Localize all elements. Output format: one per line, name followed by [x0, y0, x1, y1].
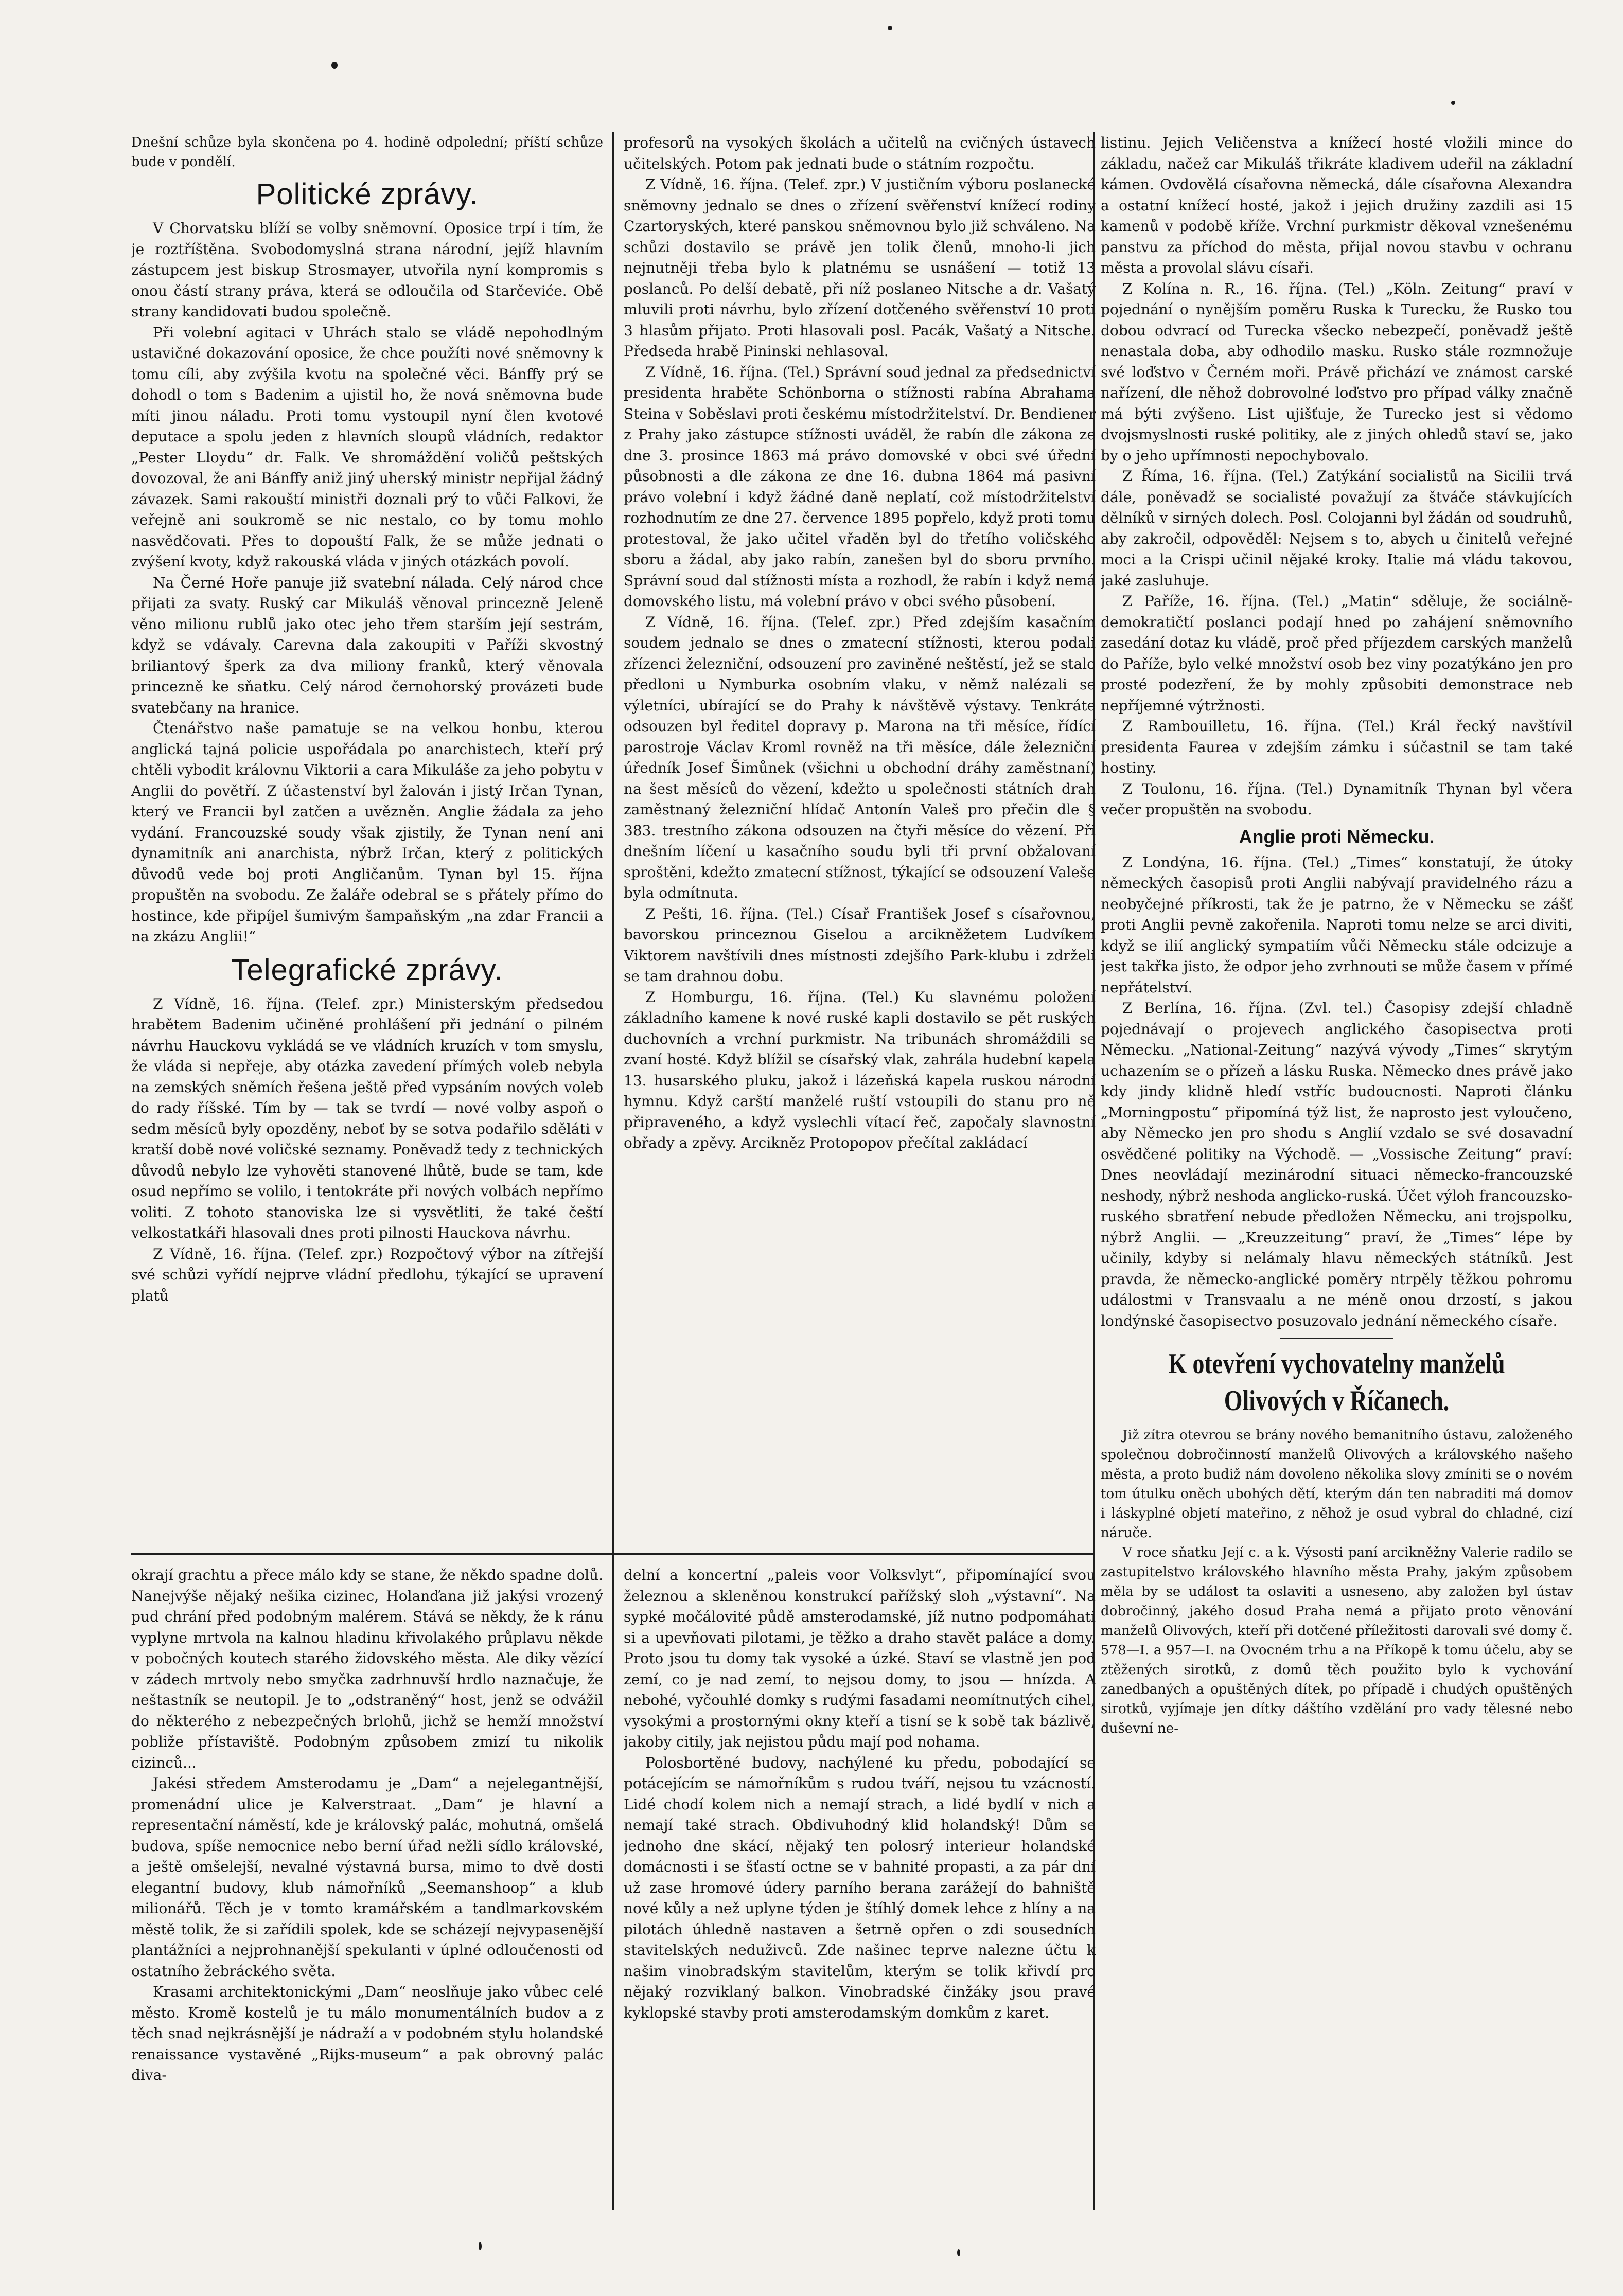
- article-paragraph: Z Vídně, 16. října. (Telef. zpr.) Rozpočtový výbor na zítřejší své schůzi vyřídí nejprve vládní předlohu, týkající se upravení platů: [131, 1245, 603, 1304]
- article-paragraph: V Chorvatsku blíží se volby sněmovní. Oposice trpí i tím, že je roztříštěna. Svobodomyslná strana národní, jejíž hlavním zástupcem jest biskup Strosmayer, utvořila nyní kompromis s onou částí strany práva, která se odloučila od Starčeviće. Obě strany kandidovati budou společně.: [131, 220, 603, 320]
- section-divider: [1280, 1338, 1393, 1339]
- feuilleton-paragraph: Krasami architektonickými „Dam“ neoslňuje jako vůbec celé město. Kromě kostelů je tu málo monumentálních budov a z těch snad nejkrásnější je nádraží a v podobném stylu holandské renaissance vystavěné „Rijks-museum“ a pak obrovný palác diva-: [131, 1983, 603, 2084]
- article-paragraph: Z Londýna, 16. října. (Tel.) „Times“ konstatují, že útoky německých časopisů proti Anglii nabývají pravidelného rázu a neobyčejné příkrosti, tak že je patrno, že v Německu se zášť proti Anglii pevně zakořenila. Naproti tomu nelze se arci diviti, když se ilií anglický sympatiím vůči Německu stále odcizuje a jest takřka jisto, že odpor jeho zvrhnouti se může časem v přímé nepřátelství.: [1101, 853, 1573, 996]
- ink-speck: [479, 2242, 482, 2250]
- column-1-news: [131, 133, 603, 1546]
- article-paragraph: Z Vídně, 16. října. (Telef. zpr.) Ministerským předsedou hrabětem Badenim učiněné prohlášení při jednání o pilném návrhu Hauckovu vykládá se ve vládních kruzích v tom smyslu, že vláda si nepřeje, aby otázka zavedení přímých voleb nebyla na zemských sněmích řešena ještě před vypsáním nových voleb do rady říšské. Tím by — tak se tvrdí — nové volby aspoň o sedm měsíců byly opozděny, neboť by se sotva podařilo sděláti v kratší době nové voličské seznamy. Poněvadž tedy z technických důvodů nebylo lze vyhověti stanovené lhůtě, bude se tam, kde osud nepřímo se volilo, i tentokráte při nových volbách nepřímo voliti. Z tohoto stanoviska lze si vysvětliti, že také čeští velkostatkáři hlasovali dnes proti pilnosti Hauckova návrhu.: [131, 995, 603, 1241]
- article-paragraph: Již zítra otevrou se brány nového bemanitního ústavu, založeného společnou dobročinností manželů Olivových a královského našeho města, a proto budiž nám dovoleno několika slovy zmíniti se o novém tom útulku oněch ubohých dětí, kterým dán ten nabraditi má domov i láskyplné objetí mateřino, z něhož je osud vybral do chladné, cizí náruče.: [1101, 1428, 1573, 1541]
- article-paragraph: Z Toulonu, 16. října. (Tel.) Dynamitník Thynan byl včera večer propuštěn na svobodu.: [1101, 780, 1573, 818]
- column-3-news: [1101, 133, 1573, 2203]
- feuilleton-paragraph: delní a koncertní „paleis voor Volksvlyt“, připomínající svou železnou a skleněnou konstrukcí pařížský sloh „výstavní“. Na sypké močálovité půdě amsterodamské, jíž nutno podpomáhati si a upevňovati pilotami, je těžko a draho stavět paláce a domy. Proto jsou tu domy tak vysoké a úzké. Staví se vlastně jen pod zemí, co je nad zemí, to nejsou domy, to jsou — hnízda. A nebohé, vyčouhlé domky s rudými fasadami neomítnutých cihel, vysokými a prostornými okny kteří a tisní se k sobě tak bázlivě, jakoby citily, jak nejistou půdu mají pod nohama.: [624, 1567, 1096, 1750]
- article-paragraph: Z Berlína, 16. října. (Zvl. tel.) Časopisy zdejší chladně pojednávají o projevech anglického časopisectva proti Německu. „National-Zeitung“ nazývá vývody „Times“ skrytým uchazením se o přízeň a lásku Ruska. Německo dnes právě jako kdy jindy klidně hledí vstříc budoucnosti. Naproti článku „Morningpostu“ připomíná týž list, že naprosto jest vyloučeno, aby Německo jen pro shodu s Anglií vzdalo se své dosavadní osvědčené politiky na Východě. — „Vossische Zeitung“ praví: Dnes neovládají mezinárodní situaci německo-francouzské neshody, nýbrž neshoda anglicko-ruská. Účet výloh francouzsko-ruského sbratření nebude předložen Německu, ani trojspolku, nýbrž Anglii. — „Kreuzzeitung“ praví, že „Times“ lépe by učinily, kdyby si nelámaly hlavu německých státníků. Jest pravda, že německo-anglické poměry ntrpěly těžkou pohromu událostmi v Transvaalu a ne méně onou drzostí, s jakou londýnské časopisectvo posuzovalo jednání německého císaře.: [1101, 1000, 1573, 1329]
- column-rule-left: [612, 132, 614, 2210]
- feuilleton-paragraph: Polosbortěné budovy, nachýlené ku předu, pobodající se potácejícím se námořníkům s rudou tváří, nejsou tu vzácností. Lidé chodí kolem nich a nemají strach, a lidé bydlí v nich a nemají také strach. Obdivuhodný klid holandský! Dům se jednoho dne skácí, nějaký ten polosrý interieur holandské domácnosti i se šťastí octne se v bahnité propasti, a za pár dní už zase hromové údery parního berana zarážejí do bahniště nové kůly a než uplyne týden je štíhlý domek lehce z hlíny a na pilotách úhledně nastaven a šetrně opřen o zdi sousedních stavitelských neduživců. Zde našinec teprve nalezne účtu k našim vinobradským stavitelům, kterým se tolik křivdí pro nějaký rozviklaný balkon. Vinobradské činžáky jsou pravé kyklopské stavby proti amsterodamským domkům z karet.: [624, 1754, 1096, 2021]
- article-paragraph: Z Rambouilletu, 16. října. (Tel.) Král řecký navštívil presidenta Faurea v zdejším zámku i súčastnil se tam také hostiny.: [1101, 718, 1573, 776]
- ink-speck: [1451, 101, 1455, 105]
- feuilleton-paragraph: okrají grachtu a přece málo kdy se stane, že někdo spadne dolů. Nanejvýše nějaký nešika cizinec, Holanďana již jakýsi vrozený pud chrání před podobným malérem. Stává se někdy, že k ránu vyplyne mrtvola na kalnou hladinu křivolakého průplavu někde v pobočných koutech starého židovského města. Ale diky vězící v zádech mrtvoly nebo smyčka zadrhnuvší hrdlo naznačuje, že neštastník se neutopil. Je to „odstraněný“ host, jenž se odvážil do některého z nebezpečných brlohů, jichž se hemží množství pobliže přístaviště. Podobným způsobem zmizí tu nikolik cizinců...: [131, 1567, 603, 1771]
- ink-speck: [957, 2249, 960, 2256]
- session-note: Dnešní schůze byla skončena po 4. hodině odpolední; příští schůze bude v pondělí.: [131, 135, 603, 170]
- article-paragraph: Z Vídně, 16. října. (Telef. zpr.) V justičním výboru poslanecké sněmovny jednalo se dnes o zřízení svěřenství knížecí rodiny Czartoryských, které panskou sněmovnou bylo již schváleno. Na schůzi dostavilo se právě jen tolik členů, mnoho-li jich nejnutněji třeba bylo k platnému se usnášení — totiž 13 poslanců. Po delší debatě, při níž poslaneo Nitsche a dr. Vašatý mluvili proti návrhu, bylo zřízení dotčeného svěřenství 10 proti 3 hlasům přijato. Proti hlasovali posl. Pacák, Vašatý a Nitsche. Předseda hrabě Pininski nehlasoval.: [624, 176, 1096, 360]
- heading-telegraficke-zpravy: Telegrafické zprávy.: [231, 953, 503, 987]
- article-paragraph: Z Vídně, 16. října. (Telef. zpr.) Před zdejším kasačním soudem jednalo se dnes o zmatecní stížnosti, kterou podali zřízenci železniční, odsouzení pro zaviněné neštěstí, jež se stalo předloni u Nymburka osobním vlaku, v němž nalézali se výletníci, ubírající se do Prahy k návštěvě výstavy. Tenkráte odsouzen byl ředitel dopravy p. Marona na tři měsíce, řídící parostroje Václav Kroml rovněž na tři měsíce, dále železniční úředník Josef Šimůnek (všichni u obchodní dráhy zaměstnaní) na šest měsíců do vězení, kdežto u společnosti státních drah zaměstnaný železniční hlídač Antonín Valeš pro přečin dle § 383. trestního zákona odsouzen na čtyři měsíce do vězení. Při dnešním líčení u kasačního soudu byli tři první obžalovaní sproštěni, kdežto zmatecní stížnost, týkající se odsouzení Valeše byla odmítnuta.: [624, 613, 1096, 901]
- ink-speck: [331, 62, 338, 69]
- article-paragraph: Při volební agitaci v Uhrách stalo se vládě nepohodlným ustavičné dokazování oposice, že chce použíti nové sněmovny k tomu cíli, aby zvýšila kvotu na společné věci. Bánffy prý se dohodl o tom s Badenim a ujistil ho, že nová sněmovna bude míti jinou náladu. Proti tomu vystoupil nyní člen kvotové deputace a spolu jeden z hlavních sloupů vládních, redaktor „Pester Lloydu“ dr. Falk. Ve shromáždění voličů peštských dovozoval, že ani Bánffy aniž jiný uherský ministr nepřijal žádný závazek. Sami rakouští ministři doznali prý to vůči Falkovi, že veřejně ani soukromě se nic nestalo, co by tomu mohlo nasvědčovati. Přes to dopouští Falk, že se může jednati o zvýšení kvoty, když rakouská vláda v jiných otázkách povolí.: [131, 324, 603, 570]
- article-paragraph: Z Pešti, 16. října. (Tel.) Císař František Josef s císařovnou, bavorskou princeznou Giselou a arcikněžetem Ludvíkem Viktorem navštívili dnes místnosti zdejšího Park-klubu i zdrželi se tam drahnou dobu.: [624, 905, 1096, 985]
- feuilleton-rule: [131, 1553, 1095, 1555]
- article-paragraph: listinu. Jejich Veličenstva a knížecí hosté vložili mince do základu, načež car Mikuláš třikráte kladivem udeřil na základní kámen. Ovdovělá císařovna německá, dále císařovna Alexandra a ostatní knížecí hosté, jakož i jejich družiny zazdili asi 15 kamenů v podobě kříže. Vrchní purkmistr děkoval vznešenému panstvu za příchod do města, přijal novou stavbu v ochranu města a provolal slávu císaři.: [1101, 134, 1573, 276]
- heading-anglie-proti-nemecku: Anglie proti Německu.: [1239, 826, 1435, 847]
- article-paragraph: profesorů na vysokých školách a učitelů na cvičných ústavech učitelských. Potom pak jednati bude o státním rozpočtu.: [624, 134, 1096, 172]
- heading-politicke-zpravy: Politické zprávy.: [256, 177, 479, 211]
- article-paragraph: Čtenářstvo naše pamatuje se na velkou honbu, kterou anglická tajná policie uspořádala po anarchistech, kteří prý chtěli vybodit královnu Viktorii a cara Mikuláše za jeho pobytu v Anglii do povětří. Z účastenství byl žalován i jistý Irčan Tynan, který ve Francii byl zatčen a uvězněn. Anglie žádala za jeho vydání. Francouzské soudy však zjistily, že Tynan není ani dynamitník ani anarchista, nýbrž Irčan, který z politických důvodů vede boj proti Angličanům. Tynan byl 15. října propuštěn na svobodu. Ze žaláře odebral se s přátely přímo do hostince, kde připíjel šumivým šampaňským „na zdar Francii a na zkázu Anglii!“: [131, 720, 603, 945]
- article-paragraph: Z Kolína n. R., 16. října. (Tel.) „Köln. Zeitung“ praví v pojednání o nynějším poměru Ruska k Turecku, že Rusko tou dobou odvrací od Turecka všecko nebezpečí, poněvadž ještě nenastala doba, aby odhodilo masku. Rusko stále rozmnožuje své loďstvo v Černém moři. Právě přichází ve známost carské nařízení, dle něhož dobrovolné loďstvo pro případ války značně má býti zvýšeno. List ujišťuje, že Turecko jest si vědomo dvojsmyslnosti ruské politiky, ale z jiných ohledů staví se, jako by o jeho upřímnosti nepochybovalo.: [1101, 280, 1573, 464]
- heading-vychovatelna-ricany: K otevření vychovatelny manželů Olivových v Říčanech.: [1168, 1348, 1505, 1417]
- feuilleton-paragraph: Jakési středem Amsterodamu je „Dam“ a nejelegantnější, promenádní ulice je Kalverstraat. „Dam“ je hlavní a representační náměstí, kde je královský palác, mohutná, omšelá budova, spíše nemocnice nebo berní úřad nežli sídlo královské, a ještě omšelejší, nevalné výstavná bursa, mimo to dvě dosti elegantní budovy, klub námořníků „Seemanshoop“ a klub milionářů. Těch je v tomto kramářském a tandlmarkovském městě tolik, že si zařídili spolek, kde se scházejí nejvypasenější plantážníci a nejprohnanější spekulanti v úplné odloučenosti od ostatního žebráckého světa.: [131, 1775, 603, 1980]
- feuilleton-column-2: [624, 1565, 1096, 2203]
- article-paragraph: Z Vídně, 16. října. (Tel.) Správní soud jednal za předsednictví presidenta hraběte Schönborna o stížnosti rabína Abrahama Steina v Soběslavi proti českému místodržitelství. Dr. Bendiener z Prahy jako zástupce stížnosti uváděl, že rabín dle zákona ze dne 3. prosince 1863 má právo domovské v obci své úřední působnosti a dle zákona ze dne 16. dubna 1864 má pasivní právo volební i když žádné daně neplatí, což místodržitelství rozhodnutím ze dne 27. července 1895 popřelo, když proti tomu protestoval, že jako učitel vřaděn byl do třetího voličského sboru a žádal, aby jako rabín, zanešen byl do sboru prvního. Správní soud dal stížnosti místa a rozhodl, že rabín i když nemá domovského listu, má volební právo v obci svého působení.: [624, 363, 1096, 610]
- feuilleton-column-1: [131, 1565, 603, 2203]
- column-2-news: [624, 133, 1096, 1546]
- article-paragraph: Z Říma, 16. října. (Tel.) Zatýkání socialistů na Sicilii trvá dále, poněvadž se socialisté považují za štváče stávkujících dělníků v sirných dolech. Posl. Colojanni byl žádán od soudruhů, aby zakročil, odpověděl: Nejsem s to, abych u činitelů veřejné moci a la Crispi učinil nějaké kroky. Italie má vládu takovou, jaké zasluhuje.: [1101, 468, 1573, 589]
- ink-speck: [888, 26, 892, 30]
- article-paragraph: V roce sňatku Její c. a k. Výsosti paní arcikněžny Valerie radilo se zastupitelstvo královského hlavního města Prahy, jakým způsobem měla by se událost ta oslaviti a usneseno, aby založen byl ústav dobročinný, jakého dosud Praha nemá a přijato proto věnování manželů Olivových, kteří při dotčené příležitosti darovali své domy č. 578—I. a 957—I. na Ovocném trhu a na Příkopě k tomu účelu, aby se ztěžených sirotků, z domů těch použito bylo k vychování zanedbaných a opuštěných dítek, po případě i chudých opuštěných sirotků, vyjímaje jen dítky dáštího vzdělání pro vady tělesné nebo duševní ne-: [1101, 1545, 1573, 1736]
- article-paragraph: Na Černé Hoře panuje již svatební nálada. Celý národ chce přijati za svaty. Ruský car Mikuláš věnoval princezně Jeleně věno milionu rublů jako otec jeho třem starším její sestrám, když se vdávaly. Carevna dala zakoupiti v Paříži skvostný briliantový šperk za dva miliony franků, který věnovala princezně ke sňatku. Celý národ černohorský provázeti bude svatebčany na hranice.: [131, 574, 603, 716]
- article-paragraph: Z Paříže, 16. října. (Tel.) „Matin“ sděluje, že sociálně-demokratičtí poslanci podají hned po zahájení sněmovního zasedání dotaz ku vládě, proč před příjezdem carských manželů do Paříže, bylo velké množství osob bez viny pozatýkáno jen pro prosté podezření, že by mohly způsobiti demonstrace neb nepříjemné výtržnosti.: [1101, 593, 1573, 714]
- article-paragraph: Z Homburgu, 16. října. (Tel.) Ku slavnému položení základního kamene k nové ruské kapli dostavilo se pět ruských duchovních a vrchní purkmistr. Na tribunách shromáždili se zvaní hosté. Když blížil se císařský vlak, zahrála hudební kapela 13. husarského pluku, jakož i lázeňská kapela ruskou národní hymnu. Když carští manželé ruští vstoupili do stanu pro ně připraveného, a když vyslechli vítací řeč, započaly slavnostní obřady a zpěvy. Arcikněz Protopopov přečítal zakládací: [624, 988, 1096, 1151]
